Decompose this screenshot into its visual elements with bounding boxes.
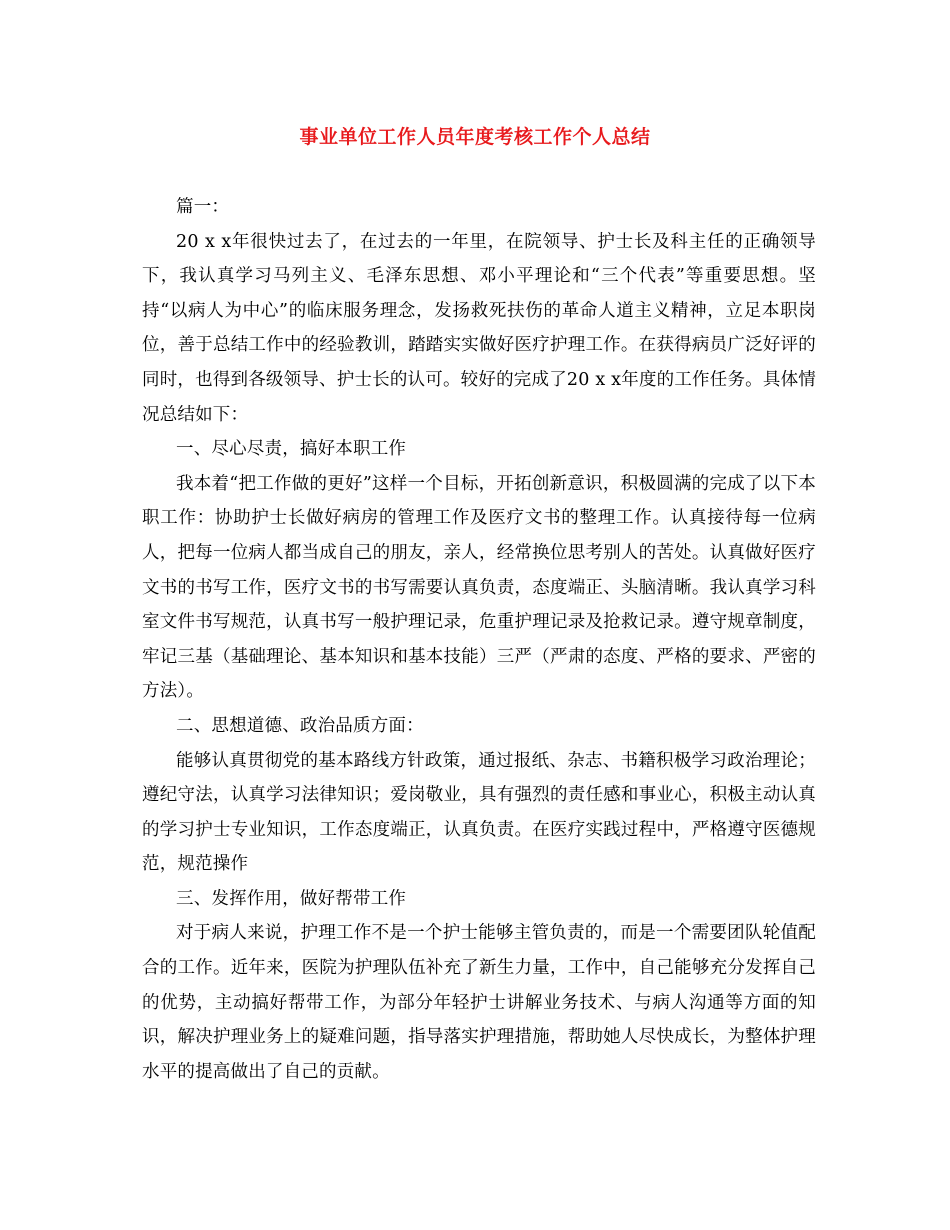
document-body — [142, 190, 816, 1089]
paragraph-section-3: 对于病人来说，护理工作不是一个护士能够主管负责的，而是一个需要团队轮值配合的工作。近年来，医院为护理队伍补充了新生力量，工作中，自己能够充分发挥自己的优势，主动搞好帮带工作，为部分年轻护士讲解业务技术、与病人沟通等方面的知识，解决护理业务上的疑难问题，指导落实护理措施，帮助她人尽快成长，为整体护理水平的提高做出了自己的贡献。 — [142, 923, 816, 1082]
document-title: 事业单位工作人员年度考核工作个人总结 — [299, 126, 651, 148]
paragraph-section-2: 能够认真贯彻党的基本路线方针政策，通过报纸、杂志、书籍积极学习政治理论；遵纪守法，认真学习法律知识；爱岗敬业，具有强烈的责任感和事业心，积极主动认真的学习护士专业知识，工作态度端正，认真负责。在医疗实践过程中，严格遵守医德规范，规范操作 — [142, 750, 816, 875]
paragraph-section-label: 篇一： — [176, 197, 230, 217]
paragraph-intro: 20 x x年很快过去了，在过去的一年里，在院领导、护士长及科主任的正确领导下，我认真学习马列主义、毛泽东思想、邓小平理论和“三个代表”等重要思想。坚持“以病人为中心”的临床服务理念，发扬救死扶伤的革命人道主义精神，立足本职岗位，善于总结工作中的经验教训，踏踏实实做好医疗护理工作。在获得病员广泛好评的同时，也得到各级领导、护士长的认可。较好的完成了20 x x年度的工作任务。具体情况总结如下： — [142, 231, 816, 425]
paragraph-section-1: 我本着“把工作做的更好”这样一个目标，开拓创新意识，积极圆满的完成了以下本职工作：协助护士长做好病房的管理工作及医疗文书的整理工作。认真接待每一位病人，把每一位病人都当成自己的朋友，亲人，经常换位思考别人的苦处。认真做好医疗文书的书写工作，医疗文书的书写需要认真负责，态度端正、头脑清晰。我认真学习科室文件书写规范，认真书写一般护理记录，危重护理记录及抢救记录。遵守规章制度，牢记三基（基础理论、基本知识和基本技能）三严（严肃的态度、严格的要求、严密的方法）。 — [142, 473, 816, 702]
heading-section-1: 一、尽心尽责，搞好本职工作 — [176, 439, 407, 460]
heading-section-2: 二、思想道德、政治品质方面： — [176, 715, 424, 736]
heading-section-3: 三、发挥作用，做好帮带工作 — [176, 888, 407, 909]
